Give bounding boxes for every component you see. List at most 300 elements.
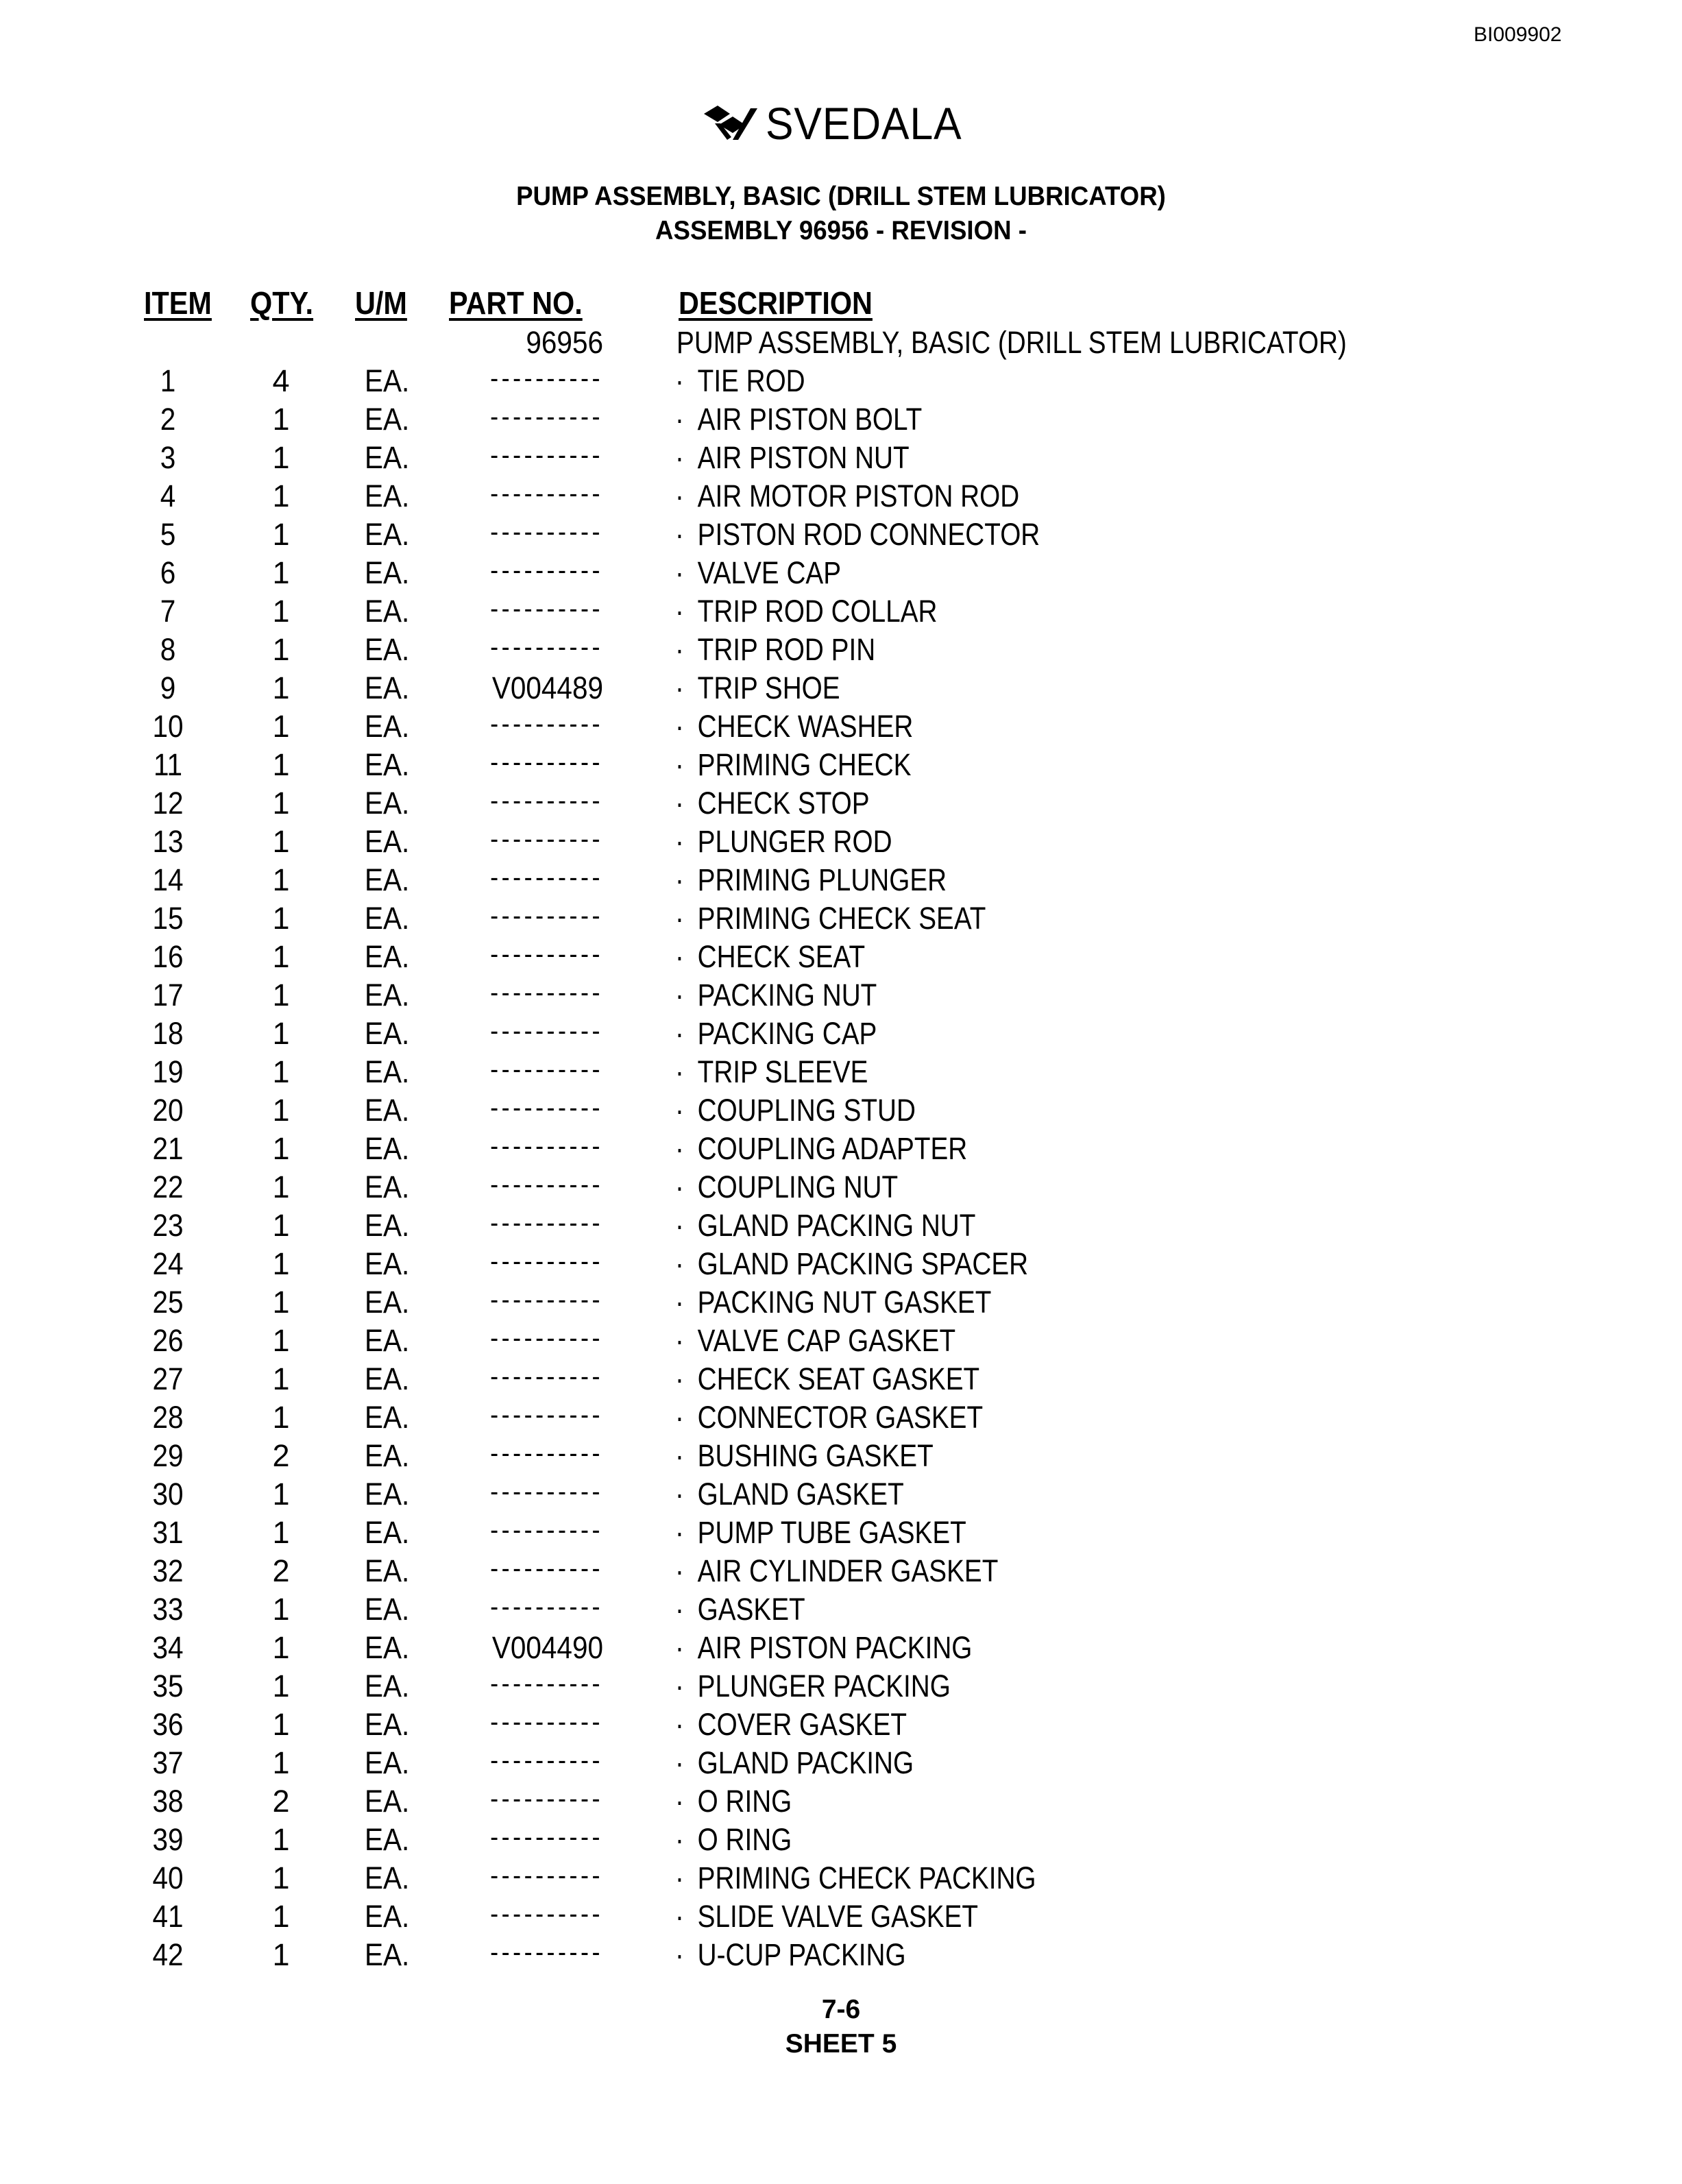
description-text: PLUNGER ROD <box>697 824 892 859</box>
unit-of-measure: EA. <box>365 1784 410 1819</box>
unit-of-measure: EA. <box>365 1438 410 1473</box>
item-number: 11 <box>153 747 183 782</box>
description-text: GLAND GASKET <box>697 1477 904 1512</box>
brand-logo <box>0 97 1682 149</box>
description-text: AIR PISTON BOLT <box>697 402 923 437</box>
quantity: 1 <box>272 1208 290 1243</box>
part-number: ---------- <box>490 594 603 624</box>
quantity: 1 <box>272 1169 290 1204</box>
description <box>675 517 1040 553</box>
table-row <box>0 594 1682 632</box>
item-number: 31 <box>152 1515 184 1550</box>
part-number: ---------- <box>490 862 603 893</box>
description-text: GASKET <box>697 1592 805 1627</box>
bullet: · <box>675 1515 684 1550</box>
description <box>675 1477 904 1512</box>
description <box>675 824 892 860</box>
description <box>675 1822 792 1858</box>
table-row <box>0 517 1682 555</box>
quantity: 1 <box>272 709 290 744</box>
unit-of-measure: EA. <box>365 1208 410 1243</box>
unit-of-measure: EA. <box>365 1093 410 1128</box>
bullet: · <box>675 978 684 1012</box>
bullet: · <box>675 1438 684 1473</box>
column-header-part-no: PART NO. <box>449 285 583 321</box>
table-row <box>0 555 1682 594</box>
table-row <box>0 1246 1682 1285</box>
item-number: 28 <box>152 1400 184 1435</box>
part-number: ---------- <box>490 1822 603 1852</box>
item-number: 15 <box>152 901 184 936</box>
part-number: ---------- <box>490 632 603 662</box>
item-number: 12 <box>152 786 184 821</box>
description-text: GLAND PACKING NUT <box>697 1208 976 1243</box>
bullet: · <box>675 1323 684 1358</box>
description-text: TIE ROD <box>697 363 805 398</box>
bullet: · <box>675 862 684 897</box>
item-number: 40 <box>152 1860 184 1895</box>
bullet: · <box>675 1937 684 1972</box>
unit-of-measure: EA. <box>365 402 410 437</box>
table-row <box>0 1745 1682 1784</box>
table-row <box>0 1822 1682 1860</box>
table-row <box>0 1208 1682 1246</box>
item-number: 21 <box>152 1131 184 1166</box>
quantity: 1 <box>272 670 290 705</box>
part-number: ---------- <box>490 402 603 432</box>
quantity: 1 <box>272 1054 290 1089</box>
quantity: 4 <box>272 363 290 398</box>
part-number: ---------- <box>490 1131 603 1161</box>
column-header-description: DESCRIPTION <box>679 285 873 321</box>
description <box>675 1246 1028 1282</box>
svedala-logo-icon <box>703 104 759 143</box>
description <box>675 901 986 936</box>
part-number: ---------- <box>490 1592 603 1622</box>
description <box>675 670 840 706</box>
table-row <box>0 1093 1682 1131</box>
bullet: · <box>675 1669 684 1703</box>
item-number: 33 <box>152 1592 184 1627</box>
part-number: ---------- <box>490 1860 603 1891</box>
description-text: TRIP ROD COLLAR <box>697 594 938 629</box>
bullet: · <box>675 824 684 859</box>
description-text: COVER GASKET <box>697 1707 907 1742</box>
table-row <box>0 862 1682 901</box>
unit-of-measure: EA. <box>365 786 410 821</box>
quantity: 1 <box>272 440 290 475</box>
bullet: · <box>675 1745 684 1780</box>
description-text: VALVE CAP <box>697 555 842 590</box>
item-number: 38 <box>152 1784 184 1819</box>
part-number: ---------- <box>490 1669 603 1699</box>
table-row <box>0 670 1682 709</box>
description-text: U-CUP PACKING <box>697 1937 906 1972</box>
description <box>675 1131 967 1167</box>
table-row <box>0 1860 1682 1899</box>
description <box>675 363 805 399</box>
item-number: 32 <box>152 1553 184 1588</box>
description-text: CHECK SEAT GASKET <box>697 1361 980 1396</box>
bullet: · <box>675 709 684 744</box>
description-text: AIR CYLINDER GASKET <box>697 1553 999 1588</box>
quantity: 1 <box>272 939 290 974</box>
unit-of-measure: EA. <box>365 1400 410 1435</box>
quantity: 2 <box>272 1438 290 1473</box>
table-row <box>0 1361 1682 1400</box>
bullet: · <box>675 1054 684 1089</box>
description <box>675 478 1019 514</box>
part-number: ---------- <box>490 517 603 547</box>
quantity: 1 <box>272 747 290 782</box>
item-number: 13 <box>152 824 184 859</box>
unit-of-measure: EA. <box>365 1707 410 1742</box>
part-number: ---------- <box>490 478 603 509</box>
description-text: PACKING NUT GASKET <box>697 1285 992 1320</box>
description <box>675 709 913 744</box>
unit-of-measure: EA. <box>365 747 410 782</box>
description <box>675 1016 877 1052</box>
part-number: ---------- <box>490 1784 603 1814</box>
part-number: ---------- <box>490 1054 603 1084</box>
item-number: 6 <box>160 555 176 590</box>
quantity: 1 <box>272 402 290 437</box>
quantity: 1 <box>272 478 290 513</box>
description-text: CHECK WASHER <box>697 709 914 744</box>
unit-of-measure: EA. <box>365 709 410 744</box>
bullet: · <box>675 1131 684 1166</box>
bullet: · <box>675 747 684 782</box>
part-number: ---------- <box>490 709 603 739</box>
table-row <box>0 1669 1682 1707</box>
item-number: 7 <box>160 594 176 629</box>
item-number: 36 <box>152 1707 184 1742</box>
part-number: ---------- <box>490 555 603 585</box>
unit-of-measure: EA. <box>365 1860 410 1895</box>
description-text: PACKING CAP <box>697 1016 877 1051</box>
unit-of-measure: EA. <box>365 1899 410 1934</box>
part-number: V004489 <box>491 670 603 705</box>
item-number: 26 <box>152 1323 184 1358</box>
item-number: 22 <box>152 1169 184 1204</box>
part-number: ---------- <box>490 1899 603 1929</box>
table-row <box>0 824 1682 862</box>
part-number: ---------- <box>490 1093 603 1123</box>
description <box>675 1323 955 1359</box>
bullet: · <box>675 1822 684 1857</box>
item-number: 24 <box>152 1246 184 1281</box>
description <box>675 1361 979 1397</box>
description <box>675 1169 898 1205</box>
description-text: BUSHING GASKET <box>697 1438 934 1473</box>
description <box>675 1784 792 1819</box>
bullet: · <box>675 1361 684 1396</box>
bullet: · <box>675 901 684 936</box>
part-number: ---------- <box>490 1515 603 1545</box>
quantity: 1 <box>272 1515 290 1550</box>
description-text: PRIMING CHECK SEAT <box>697 901 986 936</box>
description-text: PRIMING CHECK PACKING <box>697 1860 1036 1895</box>
unit-of-measure: EA. <box>365 824 410 859</box>
description-text: CHECK STOP <box>697 786 870 821</box>
quantity: 1 <box>272 978 290 1012</box>
item-number: 3 <box>160 440 176 475</box>
table-row <box>0 1784 1682 1822</box>
unit-of-measure: EA. <box>365 1669 410 1703</box>
table-row <box>0 1515 1682 1553</box>
item-number: 19 <box>152 1054 184 1089</box>
description-text: GLAND PACKING SPACER <box>697 1246 1029 1281</box>
description-text: GLAND PACKING <box>697 1745 914 1780</box>
document-id: BI009902 <box>1474 23 1562 46</box>
item-number: 25 <box>152 1285 184 1320</box>
bullet: · <box>675 1784 684 1819</box>
bullet: · <box>675 478 684 513</box>
bullet: · <box>675 786 684 821</box>
bullet: · <box>675 594 684 629</box>
quantity: 1 <box>272 1937 290 1972</box>
unit-of-measure: EA. <box>365 1131 410 1166</box>
bullet: · <box>675 632 684 667</box>
part-number: ---------- <box>490 1323 603 1353</box>
part-number: V004490 <box>491 1630 603 1665</box>
unit-of-measure: EA. <box>365 594 410 629</box>
table-row <box>0 363 1682 402</box>
description <box>675 1630 972 1666</box>
item-number: 18 <box>152 1016 184 1051</box>
table-row <box>0 1707 1682 1745</box>
part-number: ---------- <box>490 440 603 470</box>
table-row <box>0 1553 1682 1592</box>
table-row <box>0 1400 1682 1438</box>
table-row <box>0 939 1682 978</box>
unit-of-measure: EA. <box>365 1016 410 1051</box>
bullet: · <box>675 1860 684 1895</box>
table-row <box>0 1323 1682 1361</box>
description-text: VALVE CAP GASKET <box>697 1323 956 1358</box>
description-text: PLUNGER PACKING <box>697 1669 951 1703</box>
part-number: ---------- <box>490 901 603 931</box>
description <box>675 939 865 975</box>
table-row <box>0 440 1682 478</box>
part-number: ---------- <box>490 824 603 854</box>
assembly-description: PUMP ASSEMBLY, BASIC (DRILL STEM LUBRICATOR) <box>677 325 1347 360</box>
bullet: · <box>675 1246 684 1281</box>
description-text: TRIP SLEEVE <box>697 1054 868 1089</box>
quantity: 1 <box>272 1246 290 1281</box>
item-number: 27 <box>152 1361 184 1396</box>
item-number: 10 <box>152 709 184 744</box>
description <box>675 978 877 1013</box>
column-header-item: ITEM <box>144 285 212 321</box>
description-text: AIR PISTON PACKING <box>697 1630 973 1665</box>
description <box>675 1745 914 1781</box>
sheet-number: SHEET 5 <box>785 2029 897 2059</box>
unit-of-measure: EA. <box>365 1630 410 1665</box>
table-row <box>0 1937 1682 1976</box>
description <box>675 1707 907 1743</box>
part-number: ---------- <box>490 978 603 1008</box>
quantity: 1 <box>272 1745 290 1780</box>
parts-list <box>0 363 1682 1976</box>
quantity: 1 <box>272 1361 290 1396</box>
unit-of-measure: EA. <box>365 363 410 398</box>
unit-of-measure: EA. <box>365 1553 410 1588</box>
table-row <box>0 978 1682 1016</box>
item-number: 35 <box>152 1669 184 1703</box>
part-number: ---------- <box>490 1400 603 1430</box>
item-number: 42 <box>152 1937 184 1972</box>
description <box>675 1860 1036 1896</box>
item-number: 5 <box>160 517 176 552</box>
bullet: · <box>675 1592 684 1627</box>
page-number: 7-6 <box>821 1995 861 2024</box>
description <box>675 594 937 629</box>
unit-of-measure: EA. <box>365 1822 410 1857</box>
quantity: 1 <box>272 1630 290 1665</box>
item-number: 4 <box>160 478 176 513</box>
table-row <box>0 1131 1682 1169</box>
part-number: ---------- <box>490 1438 603 1468</box>
description <box>675 1592 805 1627</box>
unit-of-measure: EA. <box>365 862 410 897</box>
description-text: SLIDE VALVE GASKET <box>697 1899 979 1934</box>
description-text: AIR PISTON NUT <box>697 440 910 475</box>
unit-of-measure: EA. <box>365 1361 410 1396</box>
item-number: 34 <box>152 1630 184 1665</box>
bullet: · <box>675 1093 684 1128</box>
item-number: 1 <box>160 363 176 398</box>
item-number: 20 <box>152 1093 184 1128</box>
part-number: ---------- <box>490 1208 603 1238</box>
quantity: 1 <box>272 1669 290 1703</box>
description <box>675 1438 934 1474</box>
description <box>675 1553 998 1589</box>
unit-of-measure: EA. <box>365 1937 410 1972</box>
unit-of-measure: EA. <box>365 555 410 590</box>
description-text: TRIP ROD PIN <box>697 632 876 667</box>
description <box>675 1899 978 1934</box>
quantity: 1 <box>272 824 290 859</box>
document-title: PUMP ASSEMBLY, BASIC (DRILL STEM LUBRICATOR) <box>516 182 1166 211</box>
description-text: O RING <box>697 1822 792 1857</box>
unit-of-measure: EA. <box>365 978 410 1012</box>
table-row <box>0 1899 1682 1937</box>
bullet: · <box>675 402 684 437</box>
unit-of-measure: EA. <box>365 901 410 936</box>
description-text: PACKING NUT <box>697 978 877 1012</box>
description-text: PISTON ROD CONNECTOR <box>697 517 1040 552</box>
quantity: 2 <box>272 1553 290 1588</box>
part-number: ---------- <box>490 1745 603 1775</box>
bullet: · <box>675 1400 684 1435</box>
description-text: PUMP TUBE GASKET <box>697 1515 966 1550</box>
part-number: ---------- <box>490 1361 603 1392</box>
description-text: TRIP SHOE <box>697 670 840 705</box>
item-number: 14 <box>152 862 184 897</box>
quantity: 1 <box>272 1016 290 1051</box>
part-number: ---------- <box>490 939 603 969</box>
quantity: 1 <box>272 1592 290 1627</box>
part-number: ---------- <box>490 1285 603 1315</box>
table-row <box>0 1592 1682 1630</box>
bullet: · <box>675 1016 684 1051</box>
description <box>675 632 875 668</box>
assembly-subtitle: ASSEMBLY 96956 - REVISION - <box>655 216 1027 245</box>
quantity: 1 <box>272 1323 290 1358</box>
quantity: 1 <box>272 786 290 821</box>
part-number: ---------- <box>490 1937 603 1967</box>
item-number: 9 <box>160 670 176 705</box>
part-number: ---------- <box>490 1477 603 1507</box>
description <box>675 1285 991 1320</box>
table-row <box>0 1054 1682 1093</box>
description <box>675 786 870 821</box>
part-number: ---------- <box>490 1553 603 1584</box>
unit-of-measure: EA. <box>365 1054 410 1089</box>
part-number: ---------- <box>490 1707 603 1737</box>
quantity: 1 <box>272 862 290 897</box>
table-row <box>0 632 1682 670</box>
part-number: ---------- <box>490 747 603 777</box>
table-row <box>0 402 1682 440</box>
quantity: 1 <box>272 1093 290 1128</box>
description-text: COUPLING NUT <box>697 1169 899 1204</box>
bullet: · <box>675 363 684 398</box>
description <box>675 1208 975 1243</box>
table-row <box>0 1630 1682 1669</box>
unit-of-measure: EA. <box>365 939 410 974</box>
quantity: 1 <box>272 594 290 629</box>
part-number: ---------- <box>490 1246 603 1276</box>
table-row <box>0 901 1682 939</box>
description <box>675 747 911 783</box>
description <box>675 862 947 898</box>
description <box>675 1669 951 1704</box>
column-header-um: U/M <box>355 285 407 321</box>
part-number: ---------- <box>490 786 603 816</box>
description <box>675 1400 983 1435</box>
description <box>675 1054 868 1090</box>
quantity: 1 <box>272 1285 290 1320</box>
table-row <box>0 1285 1682 1323</box>
description-text: CHECK SEAT <box>697 939 866 974</box>
table-row <box>0 1016 1682 1054</box>
table-row <box>0 1169 1682 1208</box>
bullet: · <box>675 1477 684 1512</box>
quantity: 1 <box>272 901 290 936</box>
item-number: 29 <box>152 1438 184 1473</box>
quantity: 1 <box>272 1400 290 1435</box>
unit-of-measure: EA. <box>365 632 410 667</box>
bullet: · <box>675 1630 684 1665</box>
quantity: 1 <box>272 1822 290 1857</box>
description <box>675 1937 906 1973</box>
bullet: · <box>675 440 684 475</box>
description <box>675 440 910 476</box>
description <box>675 1515 966 1551</box>
brand-name: SVEDALA <box>766 98 962 149</box>
item-number: 37 <box>152 1745 184 1780</box>
unit-of-measure: EA. <box>365 517 410 552</box>
quantity: 1 <box>272 1860 290 1895</box>
unit-of-measure: EA. <box>365 1515 410 1550</box>
part-number: ---------- <box>490 1169 603 1200</box>
item-number: 39 <box>152 1822 184 1857</box>
description-text: CONNECTOR GASKET <box>697 1400 984 1435</box>
column-header-qty: QTY. <box>250 285 314 321</box>
unit-of-measure: EA. <box>365 440 410 475</box>
